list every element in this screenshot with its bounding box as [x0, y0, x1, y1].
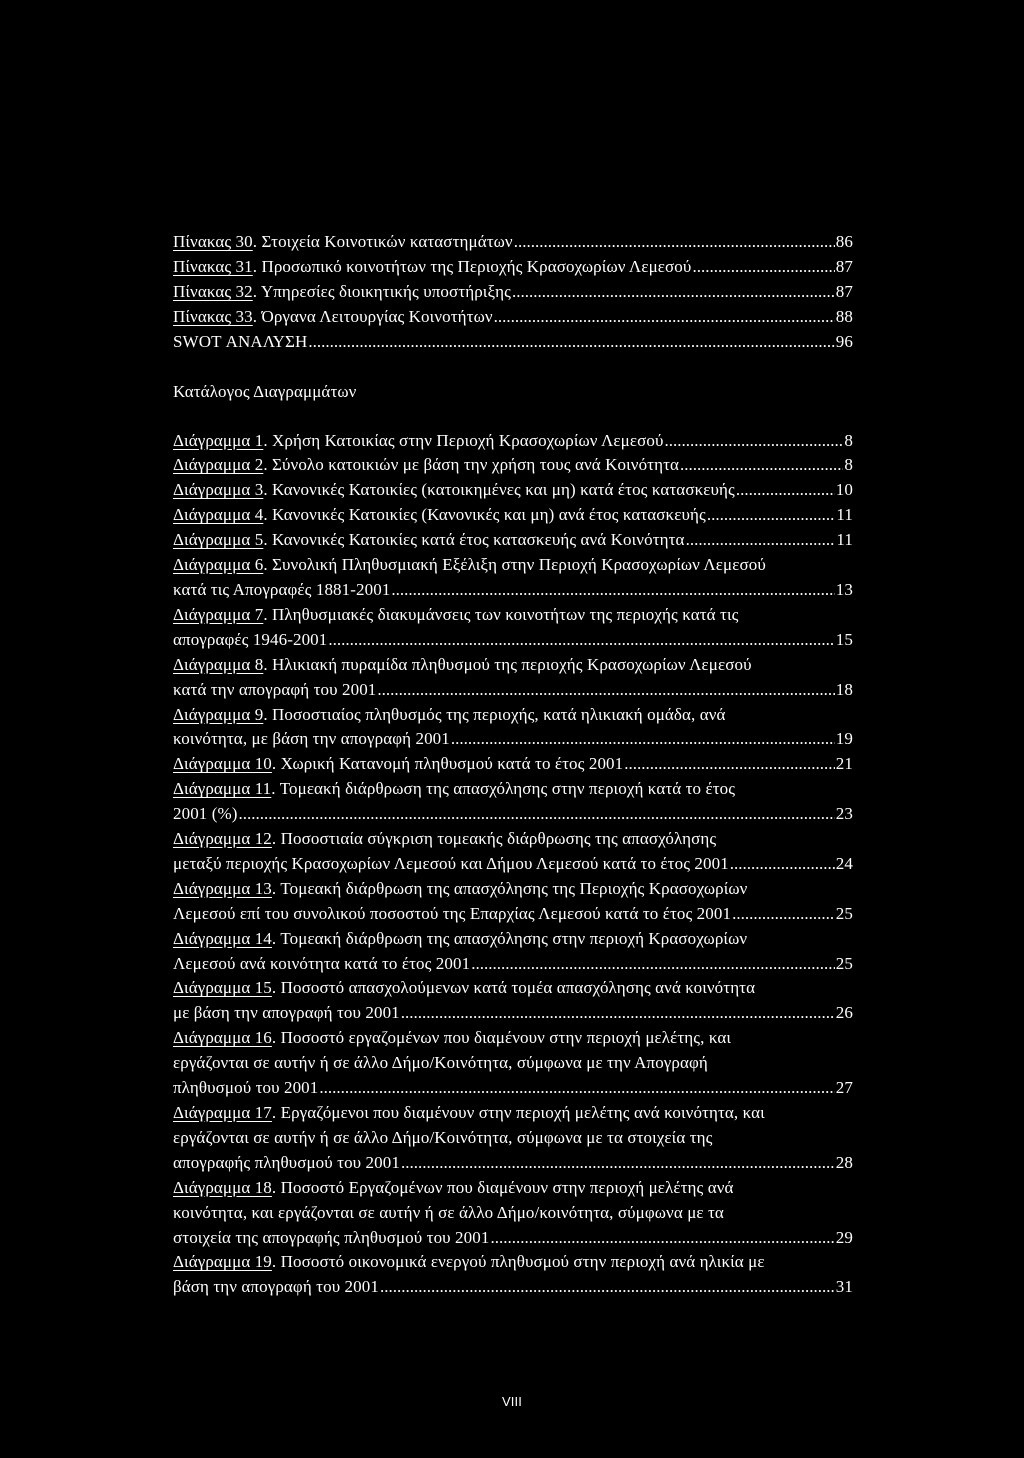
toc-entry-title: Συνολική Πληθυσμιακή Εξέλιξη στην Περιοχή Κρασοχωρίων Λεμεσού — [272, 555, 766, 575]
toc-entry[interactable] — [173, 1176, 853, 1251]
toc-page-number: 24 — [835, 853, 853, 873]
toc-line — [173, 330, 853, 355]
toc-line — [173, 1126, 853, 1151]
toc-line — [173, 802, 853, 827]
toc-page-number: 25 — [835, 953, 853, 973]
toc-entry-text: Διάγραμμα 16. Ποσοστό εργαζομένων που διαμένουν στην περιοχή μελέτης, και — [173, 1028, 732, 1048]
toc-entry-title: Πληθυσμιακές διακυμάνσεις των κοινοτήτων της περιοχής κατά τις — [272, 604, 739, 624]
toc-line — [173, 1151, 853, 1176]
toc-entry-link[interactable]: Διάγραμμα 17 — [173, 1103, 272, 1122]
toc-line — [173, 1201, 853, 1226]
dot-leader — [239, 802, 835, 827]
toc-line — [173, 1250, 853, 1275]
toc-entry-link[interactable]: Διάγραμμα 14 — [173, 928, 272, 948]
toc-entry-title: Όργανα Λειτουργίας Κοινοτήτων — [261, 306, 493, 326]
toc-entry-title: Κανονικές Κατοικίες (κατοικημένες και μη) κατά έτος κατασκευής — [272, 480, 735, 500]
dot-leader — [471, 952, 835, 977]
dot-leader — [732, 902, 835, 927]
toc-entry-text: Διάγραμμα 18. Ποσοστό Εργαζομένων που διαμένουν στην περιοχή μελέτης ανά — [173, 1177, 734, 1197]
toc-entry[interactable] — [173, 1101, 853, 1176]
toc-page-number: 25 — [835, 903, 853, 923]
toc-entry-title: Ποσοστό Εργαζομένων που διαμένουν στην περιοχή μελέτης ανά — [280, 1177, 734, 1197]
toc-line — [173, 927, 853, 952]
toc-entry-title-continued: κατά την απογραφή του 2001 — [173, 679, 377, 699]
toc-entry-link[interactable]: Διάγραμμα 13 — [173, 878, 272, 898]
toc-page-number: 11 — [836, 505, 853, 525]
toc-entry-link[interactable]: Πίνακας 32 — [173, 281, 253, 301]
toc-line — [173, 976, 853, 1001]
toc-entry[interactable] — [173, 653, 853, 703]
toc-entry[interactable] — [173, 453, 853, 478]
toc-entry-title: Υπηρεσίες διοικητικής υποστήριξης — [260, 281, 511, 301]
toc-entry[interactable] — [173, 1250, 853, 1300]
toc-line — [173, 727, 853, 752]
toc-entry-text: Πίνακας 33. Όργανα Λειτουργίας Κοινοτήτων — [173, 306, 493, 326]
dot-leader — [624, 752, 835, 777]
dot-leader — [490, 1226, 834, 1251]
toc-line — [173, 703, 853, 728]
dot-leader — [707, 503, 836, 528]
toc-entry-title-continued: βάση την απογραφή του 2001 — [173, 1277, 379, 1297]
toc-entry-title: Ποσοστιαία σύγκριση τομεακής διάρθρωσης της απασχόλησης — [280, 829, 717, 849]
toc-entry-text — [173, 802, 238, 827]
toc-line — [173, 678, 853, 703]
toc-entry-text: Πίνακας 31. Προσωπικό κοινοτήτων της Περιοχής Κρασοχωρίων Λεμεσού — [173, 256, 692, 276]
toc-page-number: 88 — [835, 306, 853, 326]
toc-line — [173, 877, 853, 902]
toc-entry-text — [173, 678, 376, 703]
toc-entry-text — [173, 628, 327, 653]
toc-entry-title-continued: πληθυσμού του 2001 — [173, 1078, 319, 1098]
toc-entry-text — [173, 727, 450, 752]
toc-entry-link[interactable]: Διάγραμμα 15 — [173, 978, 272, 998]
toc-entry-title: Κανονικές Κατοικίες κατά έτος κατασκευής ανά Κοινότητα — [272, 530, 685, 550]
diagrams-list — [173, 429, 853, 1301]
toc-line — [173, 1051, 853, 1076]
toc-page-number: 13 — [835, 579, 853, 599]
toc-entry[interactable] — [173, 1026, 853, 1101]
toc-entry-text: Διάγραμμα 7. Πληθυσμιακές διακυμάνσεις των κοινοτήτων της περιοχής κατά τις — [173, 604, 739, 624]
toc-entry[interactable] — [173, 703, 853, 753]
toc-entry-link[interactable]: Διάγραμμα 16 — [173, 1028, 272, 1048]
toc-entry-text — [173, 902, 731, 927]
toc-line — [173, 478, 853, 503]
toc-entry-link[interactable]: Πίνακας 30 — [173, 232, 253, 251]
toc-entry-link[interactable]: Διάγραμμα 5 — [173, 530, 264, 550]
toc-line — [173, 230, 853, 255]
toc-line — [173, 1226, 853, 1251]
toc-entry-title-continued: με βάση την απογραφή του 2001 — [173, 1003, 400, 1023]
toc-entry-link[interactable]: Διάγραμμα 11 — [173, 779, 272, 799]
toc-entry-link[interactable]: Διάγραμμα 12 — [173, 829, 272, 849]
toc-entry-title-continued: απογραφές 1946-2001 — [173, 629, 328, 649]
toc-entry-text: Διάγραμμα 2. Σύνολο κατοικιών με βάση την χρήση τους ανά Κοινότητα — [173, 455, 680, 475]
toc-entry-title-continued: μεταξύ περιοχής Κρασοχωρίων Λεμεσού και Δήμου Λεμεσού κατά το έτος 2001 — [173, 853, 729, 873]
toc-line — [173, 1176, 853, 1201]
toc-entry-title: Ηλικιακή πυραμίδα πληθυσμού της περιοχής Κρασοχωρίων Λεμεσού — [272, 654, 752, 674]
toc-entry-text — [173, 1275, 379, 1300]
toc-line — [173, 453, 853, 478]
toc-entry-text: Διάγραμμα 4. Κανονικές Κατοικίες (Κανονικές και μη) ανά έτος κατασκευής — [173, 505, 706, 525]
toc-page-number: 87 — [835, 256, 853, 276]
toc-page-number: 86 — [835, 232, 853, 251]
toc-entry-text: Διάγραμμα 6. Συνολική Πληθυσμιακή Εξέλιξη στην Περιοχή Κρασοχωρίων Λεμεσού — [173, 555, 766, 575]
toc-entry-swot[interactable] — [173, 330, 853, 355]
toc-entry-text: Διάγραμμα 13. Τομεακή διάρθρωση της απασχόλησης της Περιοχής Κρασοχωρίων — [173, 878, 748, 898]
toc-entry-link[interactable]: Πίνακας 33 — [173, 306, 253, 326]
toc-entry-title: Ποσοστιαίος πληθυσμός της περιοχής, κατά ηλικιακή ομάδα, ανά — [272, 704, 726, 724]
toc-entry-text: Διάγραμμα 10. Χωρική Κατανομή πληθυσμού κατά το έτος 2001 — [173, 754, 624, 774]
toc-entry-title-continued: στοιχεία της απογραφής πληθυσμού του 2001 — [173, 1227, 490, 1247]
toc-line — [173, 952, 853, 977]
toc-entry-text — [173, 578, 390, 603]
toc-page-number: 27 — [835, 1078, 853, 1098]
toc-entry-title-continued: εργάζονται σε αυτήν ή σε άλλο Δήμο/Κοινότητα, σύμφωνα με τα στοιχεία της — [173, 1127, 713, 1147]
toc-page-number: 96 — [835, 331, 853, 351]
diagrams-list-heading: Κατάλογος Διαγραμμάτων — [173, 381, 357, 401]
toc-entry-text — [173, 852, 729, 877]
toc-entry[interactable] — [173, 877, 853, 927]
toc-entry-text: Διάγραμμα 5. Κανονικές Κατοικίες κατά έτος κατασκευής ανά Κοινότητα — [173, 530, 685, 550]
toc-page-number: 31 — [835, 1277, 853, 1297]
dot-leader — [514, 230, 835, 255]
toc-entry-text: Πίνακας 30. Στοιχεία Κοινοτικών καταστημάτων — [173, 232, 513, 251]
toc-entry-text: Πίνακας 32. Υπηρεσίες διοικητικής υποστήριξης — [173, 281, 511, 301]
toc-entry-link[interactable]: Διάγραμμα 18 — [173, 1177, 272, 1197]
toc-entry[interactable] — [173, 827, 853, 877]
toc-entry-link[interactable]: Διάγραμμα 6 — [173, 555, 264, 575]
toc-page-number: 8 — [844, 430, 853, 450]
dot-leader — [401, 1151, 835, 1176]
dot-leader — [494, 305, 835, 330]
toc-line — [173, 852, 853, 877]
toc-entry-title-continued: εργάζονται σε αυτήν ή σε άλλο Δήμο/Κοινότητα, σύμφωνα με την Απογραφή — [173, 1053, 708, 1073]
toc-entry-title: Κανονικές Κατοικίες (Κανονικές και μη) ανά έτος κατασκευής — [272, 505, 706, 525]
toc-entry-text — [173, 1051, 708, 1076]
tables-list — [173, 230, 853, 330]
toc-page-number: 28 — [835, 1152, 853, 1172]
toc-entry-link[interactable]: Διάγραμμα 4 — [173, 505, 264, 525]
toc-page-number: 23 — [835, 804, 853, 824]
toc-line — [173, 578, 853, 603]
dot-leader — [686, 528, 836, 553]
toc-entry-title-continued: απογραφής πληθυσμού του 2001 — [173, 1152, 400, 1172]
toc-line — [173, 653, 853, 678]
toc-entry-text — [173, 1001, 400, 1026]
toc-entry-text: Διάγραμμα 19. Ποσοστό οικονομικά ενεργού πληθυσμού στην περιοχή ανά ηλικία με — [173, 1252, 765, 1272]
toc-line — [173, 1026, 853, 1051]
toc-line — [173, 752, 853, 777]
dot-leader — [451, 727, 835, 752]
toc-entry-text — [173, 1226, 489, 1251]
dot-leader — [380, 1275, 835, 1300]
toc-entry-link[interactable]: Διάγραμμα 1 — [173, 430, 264, 450]
dot-leader — [308, 330, 834, 355]
toc-entry[interactable] — [173, 603, 853, 653]
toc-entry-title: Ποσοστό οικονομικά ενεργού πληθυσμού στην περιοχή ανά ηλικία με — [280, 1252, 765, 1272]
toc-entry-link[interactable]: Διάγραμμα 3 — [173, 480, 264, 500]
toc-entry-link[interactable]: Διάγραμμα 7 — [173, 604, 264, 624]
dot-leader — [730, 852, 835, 877]
toc-entry-title: Στοιχεία Κοινοτικών καταστημάτων — [261, 232, 513, 251]
toc-page-number: 21 — [835, 754, 853, 774]
toc-entry[interactable] — [173, 927, 853, 977]
toc-entry-title-continued: 2001 (%) — [173, 804, 238, 824]
toc-entry-text: Διάγραμμα 11. Τομεακή διάρθρωση της απασχόλησης στην περιοχή κατά το έτος — [173, 779, 736, 799]
toc-entry-title: Τομεακή διάρθρωση της απασχόλησης στην περιοχή κατά το έτος — [279, 779, 736, 799]
toc-entry[interactable] — [173, 777, 853, 827]
toc-line — [173, 628, 853, 653]
toc-entry-title: Τομεακή διάρθρωση της απασχόλησης της Περιοχής Κρασοχωρίων — [280, 878, 748, 898]
toc-entry-link[interactable]: Διάγραμμα 9 — [173, 704, 264, 724]
toc-entry[interactable] — [173, 528, 853, 553]
toc-entry-link[interactable]: Πίνακας 31 — [173, 256, 253, 276]
toc-entry-text — [173, 1126, 712, 1151]
dot-leader — [736, 478, 835, 503]
toc-entry-text: Διάγραμμα 9. Ποσοστιαίος πληθυσμός της περιοχής, κατά ηλικιακή ομάδα, ανά — [173, 704, 726, 724]
toc-entry-link[interactable]: Διάγραμμα 10 — [173, 754, 272, 774]
toc-line — [173, 1101, 853, 1126]
toc-entry[interactable] — [173, 255, 853, 280]
toc-page-number: 18 — [835, 679, 853, 699]
toc-entry[interactable] — [173, 429, 853, 454]
toc-entry-text — [173, 952, 470, 977]
toc-entry-title-continued: Λεμεσού ανά κοινότητα κατά το έτος 2001 — [173, 953, 471, 973]
toc-line — [173, 503, 853, 528]
toc-line — [173, 777, 853, 802]
toc-entry-text: Διάγραμμα 15. Ποσοστό απασχολούμενων κατά τομέα απασχόλησης ανά κοινότητα — [173, 978, 756, 998]
dot-leader — [680, 453, 843, 478]
toc-line — [173, 280, 853, 305]
toc-entry[interactable] — [173, 230, 853, 255]
toc-entry-title: SWOT ΑΝΑΛΥΣΗ — [173, 331, 308, 351]
dot-leader — [512, 280, 835, 305]
toc-entry-title: Εργαζόμενοι που διαμένουν στην περιοχή μελέτης ανά κοινότητα, και — [280, 1103, 765, 1122]
toc-entry-text — [173, 1201, 724, 1226]
toc-entry[interactable] — [173, 478, 853, 503]
toc-entry-text: Διάγραμμα 17. Εργαζόμενοι που διαμένουν στην περιοχή μελέτης ανά κοινότητα, και — [173, 1103, 765, 1122]
toc-entry-title-continued: κοινότητα, και εργάζονται σε αυτήν ή σε άλλο Δήμο/κοινότητα, σύμφωνα με τα — [173, 1202, 724, 1222]
toc-entry-title-continued: Λεμεσού επί του συνολικού ποσοστού της Επαρχίας Λεμεσού κατά το έτος 2001 — [173, 903, 732, 923]
toc-entry-text — [173, 1076, 318, 1101]
toc-entry[interactable] — [173, 503, 853, 528]
toc-line — [173, 553, 853, 578]
toc-page-number: 15 — [835, 629, 853, 649]
toc-line — [173, 305, 853, 330]
toc-line — [173, 1001, 853, 1026]
toc-entry-text — [173, 1151, 400, 1176]
toc-line — [173, 429, 853, 454]
toc-line — [173, 255, 853, 280]
toc-line — [173, 1275, 853, 1300]
toc-entry[interactable] — [173, 280, 853, 305]
dot-leader — [401, 1001, 835, 1026]
toc-entry[interactable] — [173, 976, 853, 1026]
dot-leader — [391, 578, 834, 603]
toc-entry-link[interactable]: Διάγραμμα 19 — [173, 1252, 272, 1272]
toc-entry[interactable] — [173, 752, 853, 777]
toc-entry-text: Διάγραμμα 8. Ηλικιακή πυραμίδα πληθυσμού της περιοχής Κρασοχωρίων Λεμεσού — [173, 654, 752, 674]
dot-leader — [664, 429, 843, 454]
toc-entry-title: Χρήση Κατοικίας στην Περιοχή Κρασοχωρίων Λεμεσού — [272, 430, 664, 450]
toc-entry-title: Τομεακή διάρθρωση της απασχόλησης στην περιοχή Κρασοχωρίων — [280, 928, 748, 948]
toc-entry-text: Διάγραμμα 1. Χρήση Κατοικίας στην Περιοχή Κρασοχωρίων Λεμεσού — [173, 430, 664, 450]
toc-entry-title: Ποσοστό εργαζομένων που διαμένουν στην περιοχή μελέτης, και — [280, 1028, 732, 1048]
dot-leader — [377, 678, 834, 703]
toc-entry[interactable] — [173, 553, 853, 603]
toc-line — [173, 528, 853, 553]
toc-entry-text: Διάγραμμα 12. Ποσοστιαία σύγκριση τομεακής διάρθρωσης της απασχόλησης — [173, 829, 717, 849]
toc-entry-link[interactable]: Διάγραμμα 2 — [173, 455, 264, 475]
toc-entry-title-continued: κοινότητα, με βάση την απογραφή 2001 — [173, 729, 450, 749]
toc-entry[interactable] — [173, 305, 853, 330]
toc-page-number: 19 — [835, 729, 853, 749]
toc-page-number: 87 — [835, 281, 853, 301]
toc-page-number: 8 — [844, 455, 853, 475]
toc-entry-text: Διάγραμμα 14. Τομεακή διάρθρωση της απασχόλησης στην περιοχή Κρασοχωρίων — [173, 928, 748, 948]
toc-entry-link[interactable]: Διάγραμμα 8 — [173, 654, 264, 674]
toc-page-number: 26 — [835, 1003, 853, 1023]
toc-line — [173, 603, 853, 628]
toc-page-number: 11 — [836, 530, 853, 550]
toc-entry-title: Χωρική Κατανομή πληθυσμού κατά το έτος 2001 — [280, 754, 624, 774]
toc-line — [173, 827, 853, 852]
toc-page-number: 29 — [835, 1227, 853, 1247]
toc-entry-title: Σύνολο κατοικιών με βάση την χρήση τους ανά Κοινότητα — [272, 455, 680, 475]
toc-line — [173, 902, 853, 927]
page-footer-number: VIII — [502, 1394, 522, 1409]
toc-entry-title: Ποσοστό απασχολούμενων κατά τομέα απασχόλησης ανά κοινότητα — [280, 978, 756, 998]
toc-entry-title: Προσωπικό κοινοτήτων της Περιοχής Κρασοχωρίων Λεμεσού — [261, 256, 692, 276]
dot-leader — [328, 628, 834, 653]
toc-entry-text: Διάγραμμα 3. Κανονικές Κατοικίες (κατοικημένες και μη) κατά έτος κατασκευής — [173, 480, 735, 500]
dot-leader — [692, 255, 834, 280]
table-of-contents — [173, 230, 853, 1300]
toc-line — [173, 1076, 853, 1101]
toc-entry-title-continued: κατά τις Απογραφές 1881-2001 — [173, 579, 391, 599]
dot-leader — [319, 1076, 834, 1101]
toc-page-number: 10 — [835, 480, 853, 500]
